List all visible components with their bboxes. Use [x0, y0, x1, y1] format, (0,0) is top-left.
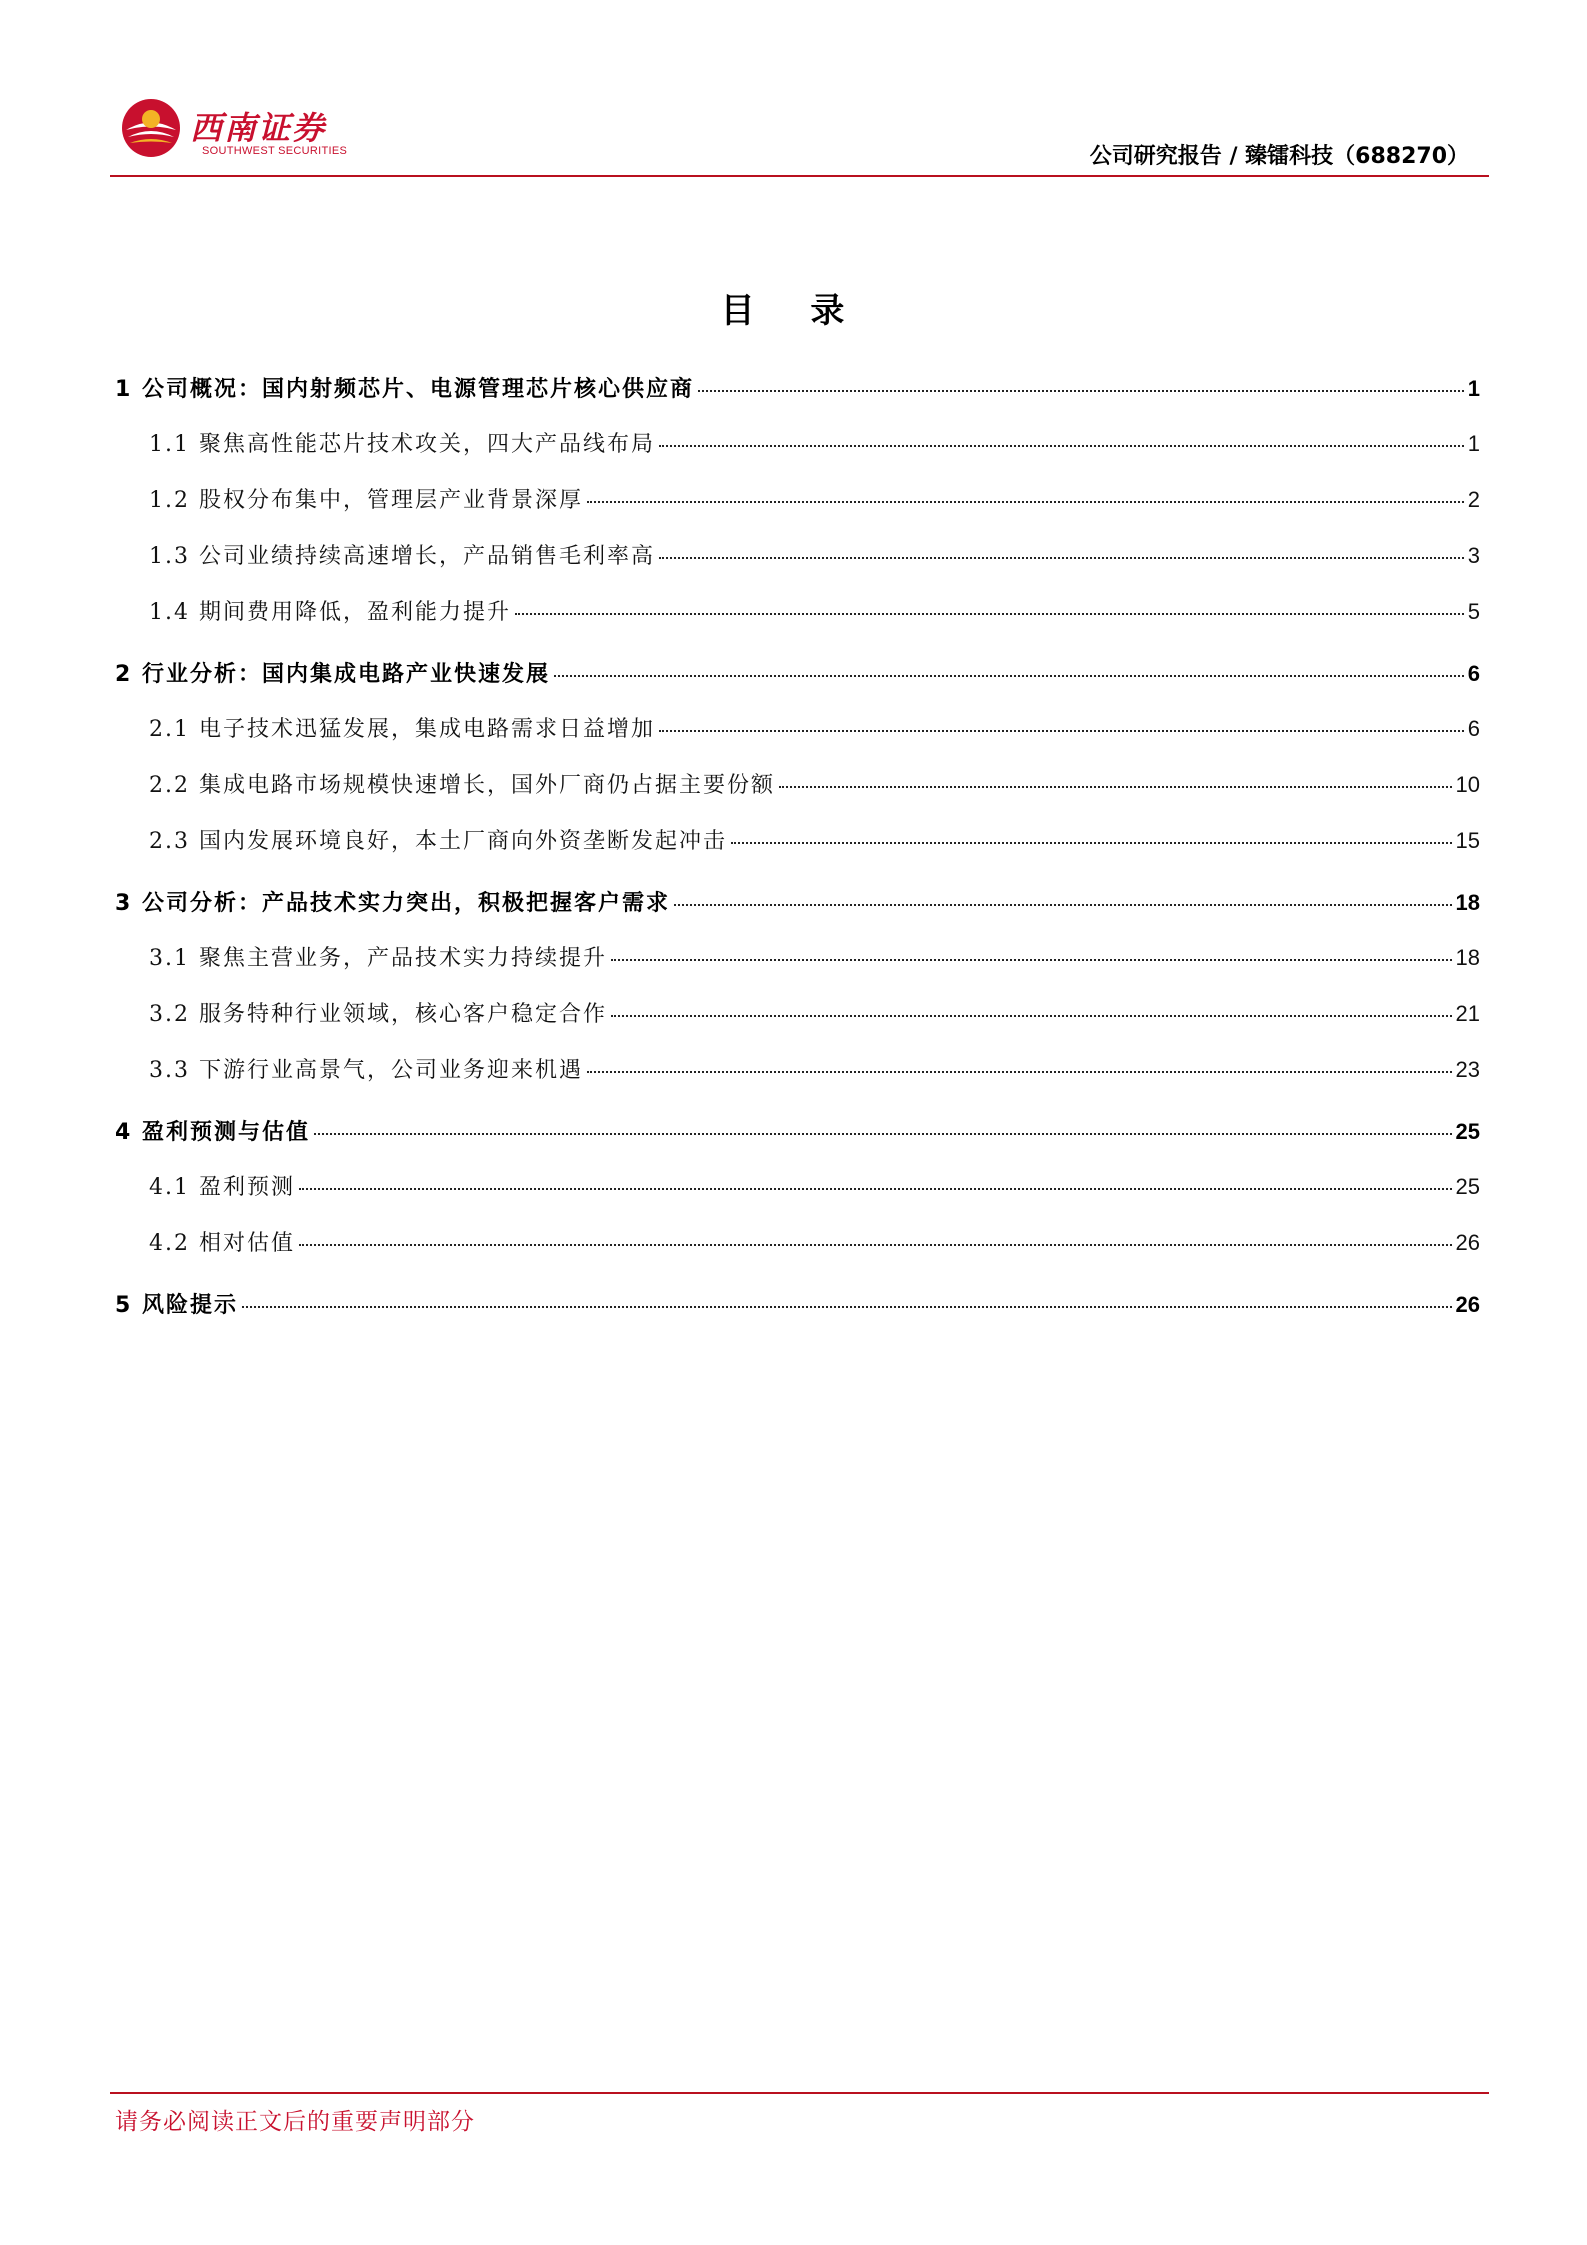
toc-dot-leader — [659, 445, 1464, 447]
toc-subsection[interactable] — [115, 427, 1480, 457]
toc-page-number: 2 — [1467, 487, 1480, 512]
toc-dot-leader — [242, 1306, 1452, 1308]
toc-dot-leader — [515, 613, 1464, 615]
toc-entry-label: 2.2 集成电路市场规模快速增长，国外厂商仍占据主要份额 — [149, 773, 775, 798]
toc-section[interactable] — [115, 657, 1480, 687]
toc-dot-leader — [299, 1188, 1452, 1190]
toc-subsection[interactable] — [115, 997, 1480, 1027]
toc-page-number: 3 — [1467, 543, 1480, 568]
toc-page-number: 1 — [1467, 376, 1480, 401]
toc-entry-label: 3.1 聚焦主营业务，产品技术实力持续提升 — [149, 946, 607, 971]
toc-section[interactable] — [115, 1288, 1480, 1318]
header-divider — [110, 175, 1489, 177]
toc-entry-label: 2.3 国内发展环境良好，本土厂商向外资垄断发起冲击 — [149, 829, 727, 854]
toc-page-number: 6 — [1467, 661, 1480, 686]
toc-dot-leader — [299, 1244, 1452, 1246]
toc-dot-leader — [314, 1133, 1452, 1135]
toc-heading: 目 录 — [720, 291, 867, 331]
toc-entry-label: 4.2 相对估值 — [149, 1231, 295, 1256]
toc-dot-leader — [587, 501, 1464, 503]
toc-dot-leader — [611, 1015, 1452, 1017]
page-header — [110, 95, 1489, 175]
toc-subsection[interactable] — [115, 539, 1480, 569]
toc-page-number: 5 — [1467, 599, 1480, 624]
toc-subsection[interactable] — [115, 483, 1480, 513]
toc-page-number: 1 — [1467, 431, 1480, 456]
toc-dot-leader — [731, 842, 1452, 844]
toc-entry-label: 3.3 下游行业高景气，公司业务迎来机遇 — [149, 1058, 583, 1083]
toc-dot-leader — [698, 390, 1464, 392]
logo-sun-icon — [120, 97, 182, 159]
toc-entry-label: 1.2 股权分布集中，管理层产业背景深厚 — [149, 488, 583, 513]
toc-dot-leader — [674, 904, 1452, 906]
toc-subsection[interactable] — [115, 1170, 1480, 1200]
toc-page-number: 18 — [1455, 890, 1480, 915]
toc-dot-leader — [554, 675, 1464, 677]
toc-page-number: 18 — [1455, 945, 1480, 970]
toc-subsection[interactable] — [115, 595, 1480, 625]
toc-dot-leader — [659, 557, 1464, 559]
toc-dot-leader — [779, 786, 1452, 788]
toc-entry-label: 4 盈利预测与估值 — [115, 1120, 310, 1145]
toc-subsection[interactable] — [115, 1053, 1480, 1083]
toc-subsection[interactable] — [115, 824, 1480, 854]
toc-entry-label: 5 风险提示 — [115, 1293, 238, 1318]
toc-subsection[interactable] — [115, 1226, 1480, 1256]
toc-section[interactable] — [115, 886, 1480, 916]
toc-section[interactable] — [115, 1115, 1480, 1145]
toc-page-number: 25 — [1455, 1119, 1480, 1144]
logo-chinese-name: 西南证券 — [190, 109, 327, 147]
toc-entry-label: 3 公司分析：产品技术实力突出，积极把握客户需求 — [115, 891, 670, 916]
toc-entry-label: 2.1 电子技术迅猛发展，集成电路需求日益增加 — [149, 717, 655, 742]
toc-entry-label: 4.1 盈利预测 — [149, 1175, 295, 1200]
logo-english-name: SOUTHWEST SECURITIES — [202, 145, 348, 157]
toc-entry-label: 1.4 期间费用降低，盈利能力提升 — [149, 600, 511, 625]
company-logo — [120, 95, 350, 165]
toc-subsection[interactable] — [115, 768, 1480, 798]
toc-entry-label: 1.1 聚焦高性能芯片技术攻关，四大产品线布局 — [149, 432, 655, 457]
footer-divider — [110, 2092, 1489, 2094]
toc-entry-label: 3.2 服务特种行业领域，核心客户稳定合作 — [149, 1002, 607, 1027]
toc-section[interactable] — [115, 372, 1480, 402]
toc-dot-leader — [611, 959, 1452, 961]
report-title: 公司研究报告 / 臻镭科技（688270） — [1089, 144, 1469, 169]
toc-subsection[interactable] — [115, 712, 1480, 742]
toc-page-number: 23 — [1455, 1057, 1480, 1082]
toc-dot-leader — [659, 730, 1464, 732]
toc-page-number: 21 — [1455, 1001, 1480, 1026]
toc-page-number: 26 — [1455, 1230, 1480, 1255]
footer-disclaimer: 请务必阅读正文后的重要声明部分 — [115, 2109, 475, 2135]
toc-dot-leader — [587, 1071, 1452, 1073]
toc-entry-label: 1 公司概况：国内射频芯片、电源管理芯片核心供应商 — [115, 377, 694, 402]
toc-page-number: 26 — [1455, 1292, 1480, 1317]
toc-entry-label: 1.3 公司业绩持续高速增长，产品销售毛利率高 — [149, 544, 655, 569]
toc-page-number: 25 — [1455, 1174, 1480, 1199]
toc-subsection[interactable] — [115, 941, 1480, 971]
toc-page-number: 15 — [1455, 828, 1480, 853]
toc-page-number: 10 — [1455, 772, 1480, 797]
toc-page-number: 6 — [1467, 716, 1480, 741]
toc-entry-label: 2 行业分析：国内集成电路产业快速发展 — [115, 662, 550, 687]
